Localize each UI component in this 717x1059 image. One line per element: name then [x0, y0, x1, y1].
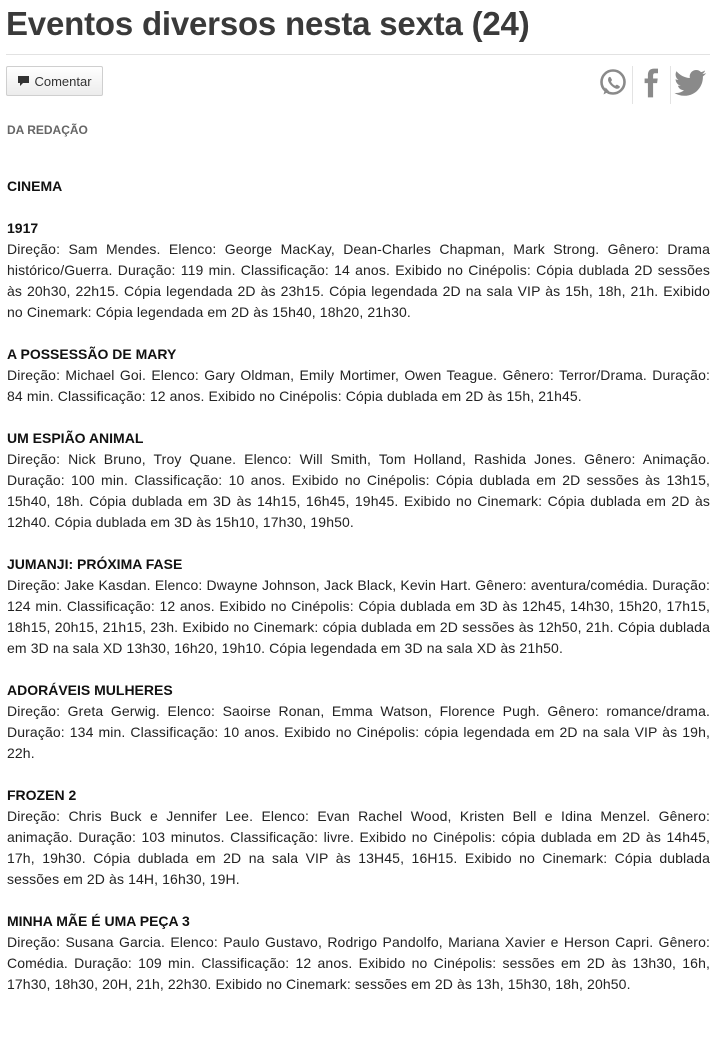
- movie-title: JUMANJI: PRÓXIMA FASE: [7, 556, 183, 572]
- facebook-icon: [640, 68, 662, 103]
- movie-details: Direção: Nick Bruno, Troy Quane. Elenco: Will Smith, Tom Holland, Rashida Jones. Gênero: Animação. Duração: 100 min. Classificação: 10 anos. Exibido no Cinépolis: Cópia dublada em 2D sessões às 13h15, 15h40, 18h. Cópia dublada em 3D às 14h15, 16h45, 19h45. Exibido no Cinemark: Cópia dublada em 2D às 12h40. Cópia dublada em 3D às 15h10, 17h30, 19h50.: [7, 451, 710, 530]
- movie-entry: [7, 344, 710, 407]
- movie-entry: [7, 554, 710, 659]
- movie-entry: [7, 680, 710, 764]
- movie-title: 1917: [7, 220, 39, 236]
- article-body: [7, 176, 710, 995]
- movie-title: FROZEN 2: [7, 787, 77, 803]
- movie-details: Direção: Sam Mendes. Elenco: George MacKay, Dean-Charles Chapman, Mark Strong. Gênero: Drama histórico/Guerra. Duração: 119 min. Classificação: 14 anos. Exibido no Cinépolis: Cópia dublada 2D sessões às 20h30, 22h15. Cópia legendada 2D às 23h15. Cópia legendada 2D na sala VIP às 15h, 18h, 21h. Exibido no Cinemark: Cópia legendada em 2D às 15h40, 18h20, 21h30.: [7, 241, 710, 320]
- movie-title: A POSSESSÃO DE MARY: [7, 346, 177, 362]
- title-divider: [6, 54, 710, 55]
- movie-title: UM ESPIÃO ANIMAL: [7, 430, 144, 446]
- movie-entry: [7, 218, 710, 323]
- share-whatsapp-button[interactable]: [595, 65, 631, 105]
- speech-bubble-icon: [17, 75, 30, 87]
- movie-entry: [7, 428, 710, 533]
- share-facebook-button[interactable]: [633, 65, 669, 105]
- movie-entry: [7, 785, 710, 890]
- whatsapp-icon: [597, 67, 629, 104]
- movie-entry: [7, 911, 710, 995]
- movie-details: Direção: Jake Kasdan. Elenco: Dwayne Johnson, Jack Black, Kevin Hart. Gênero: aventura/comédia. Duração: 124 min. Classificação: 12 anos. Exibido no Cinépolis: Cópia dublada em 3D às 12h45, 14h30, 15h20, 17h15, 18h15, 20h15, 21h15, 23h. Exibido no Cinemark: cópia dublada em 2D sessões às 12h50, 21h. Cópia dublada em 3D na sala XD 13h30, 16h20, 19h10. Cópia legendada em 3D na sala XD às 21h50.: [7, 577, 710, 656]
- comment-button[interactable]: [6, 66, 103, 96]
- byline: DA REDAÇÃO: [7, 123, 88, 137]
- movie-details: Direção: Susana Garcia. Elenco: Paulo Gustavo, Rodrigo Pandolfo, Mariana Xavier e Herson Capri. Gênero: Comédia. Duração: 109 min. Classificação: 12 anos. Exibido no Cinépolis: sessões em 2D às 13h30, 16h, 17h30, 18h30, 20H, 21h, 22h30. Exibido no Cinemark: sessões em 2D às 13h, 15h30, 18h, 20h50.: [7, 934, 710, 992]
- share-twitter-button[interactable]: [670, 65, 710, 105]
- movie-title: MINHA MÃE É UMA PEÇA 3: [7, 913, 190, 929]
- movie-details: Direção: Chris Buck e Jennifer Lee. Elenco: Evan Rachel Wood, Kristen Bell e Idina Menzel. Gênero: animação. Duração: 103 minutos. Classificação: livre. Exibido no Cinépolis: cópia dublada em 2D às 14h45, 17h, 19h30. Cópia dublada em 2D na sala VIP às 13H45, 16H15. Exibido no Cinemark: Cópia dublada sessões em 2D às 14H, 16h30, 19H.: [7, 808, 710, 887]
- section-title: CINEMA: [7, 178, 63, 194]
- movie-details: Direção: Michael Goi. Elenco: Gary Oldman, Emily Mortimer, Owen Teague. Gênero: Terror/Drama. Duração: 84 min. Classificação: 12 anos. Exibido no Cinépolis: Cópia dublada em 2D às 15h, 21h45.: [7, 367, 710, 404]
- comment-button-label: Comentar: [34, 73, 92, 89]
- twitter-icon: [673, 69, 707, 102]
- page-title: Eventos diversos nesta sexta (24): [6, 5, 530, 42]
- movie-title: ADORÁVEIS MULHERES: [7, 682, 173, 698]
- movie-details: Direção: Greta Gerwig. Elenco: Saoirse Ronan, Emma Watson, Florence Pugh. Gênero: romance/drama. Duração: 134 min. Classificação: 10 anos. Exibido no Cinépolis: cópia legendada em 2D na sala VIP às 19h, 22h.: [7, 703, 710, 761]
